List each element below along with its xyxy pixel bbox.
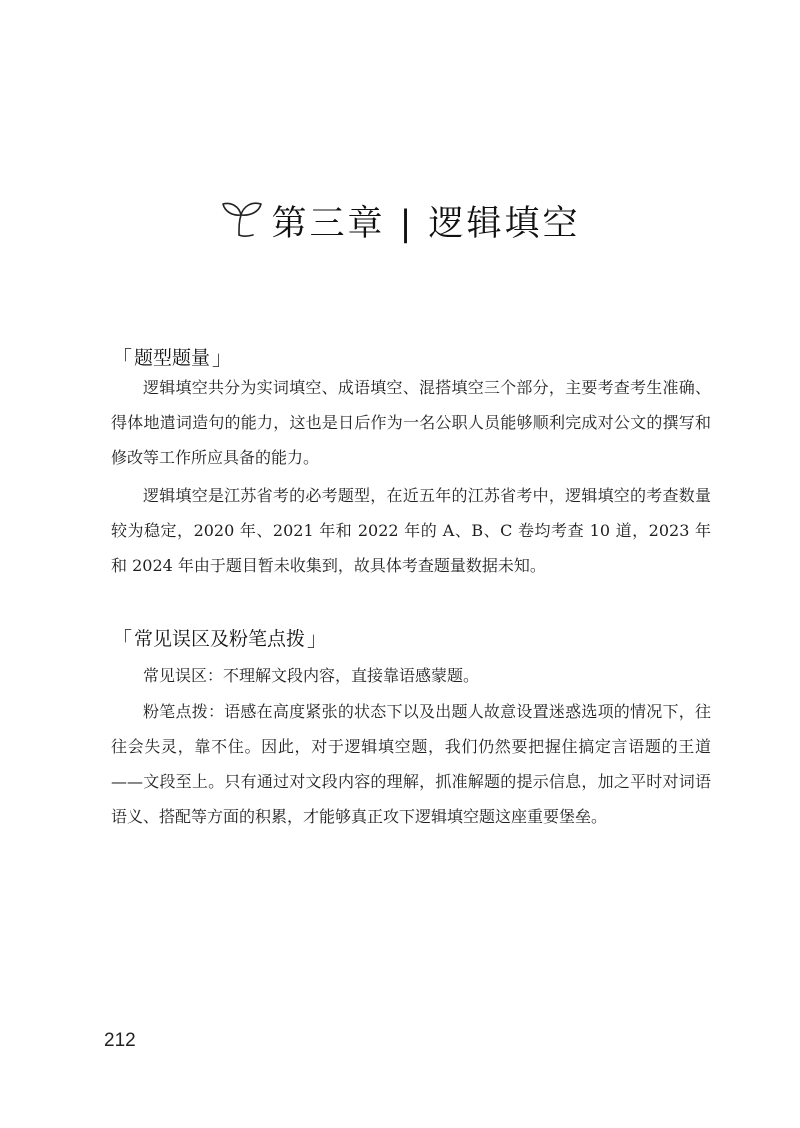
paragraph: 常见误区：不理解文段内容，直接靠语感蒙题。: [143, 666, 480, 685]
section-title: 常见误区及粉笔点拨: [134, 627, 306, 650]
page-number: 212: [104, 1030, 136, 1051]
chapter-title: 第三章 | 逻辑填空: [271, 204, 581, 244]
section-heading-common-mistakes: [112, 624, 327, 650]
bracket-open-mark: 「: [112, 626, 132, 651]
paragraph: 逻辑填空是江苏省考的必考题型，在近五年的江苏省考中，逻辑填空的考查数量较为稳定，2020 年、2021 年和 2022 年的 A、B、C 卷均考查 10 道，2023 年和 2024 年由于题目暂未收集到，故具体考查题量数据未知。: [111, 486, 711, 575]
bracket-open-mark: 「: [112, 345, 132, 370]
section-heading-question-types: [112, 343, 232, 369]
section-title: 题型题量: [134, 346, 211, 369]
bracket-close-mark: 」: [307, 626, 328, 651]
chapter-heading: [0, 196, 800, 256]
sprout-icon: [219, 195, 267, 243]
bracket-close-mark: 」: [212, 345, 233, 370]
paragraph: 粉笔点拨：语感在高度紧张的状态下以及出题人故意设置迷惑选项的情况下，往往会失灵，靠不住。因此，对于逻辑填空题，我们仍然要把握住搞定言语题的王道——文段至上。只有通过对文段内容的理解，抓准解题的提示信息，加之平时对词语语义、搭配等方面的积累，才能够真正攻下逻辑填空题这座重要堡垒。: [111, 702, 711, 826]
paragraph: 逻辑填空共分为实词填空、成语填空、混搭填空三个部分，主要考查考生准确、得体地遣词造句的能力，这也是日后作为一名公职人员能够顺利完成对公文的撰写和修改等工作所应具备的能力。: [111, 378, 711, 467]
